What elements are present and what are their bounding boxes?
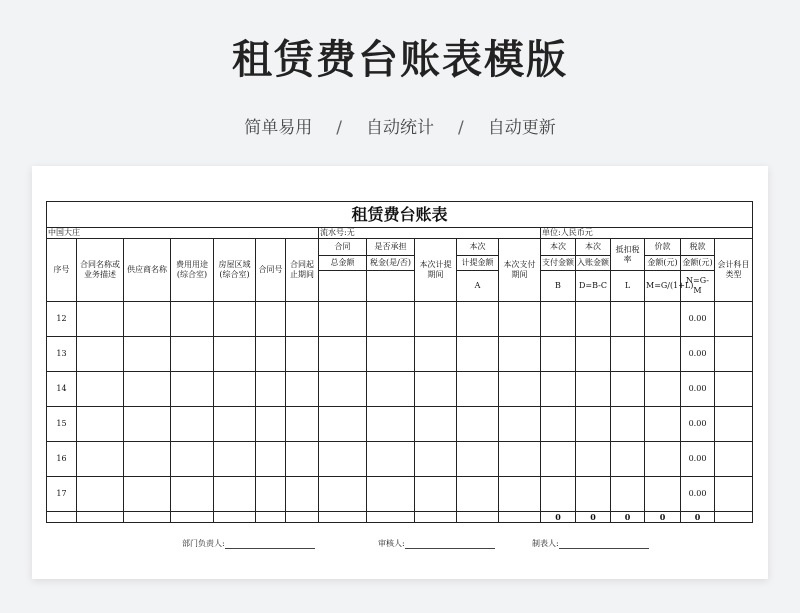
- table-cell[interactable]: [457, 512, 499, 523]
- row-tax-amount[interactable]: 0.00: [681, 477, 715, 512]
- row-tax-amount[interactable]: 0.00: [681, 407, 715, 442]
- sheet-title: 租赁费台账表: [47, 202, 753, 228]
- table-cell[interactable]: [576, 302, 611, 337]
- table-cell[interactable]: [319, 407, 367, 442]
- table-cell[interactable]: [171, 477, 214, 512]
- table-cell[interactable]: [499, 302, 541, 337]
- table-cell[interactable]: [319, 442, 367, 477]
- header-entry-group: 本次: [576, 239, 611, 256]
- table-cell[interactable]: [286, 337, 319, 372]
- table-cell[interactable]: [171, 407, 214, 442]
- header-tax-group: 税款: [681, 239, 715, 256]
- header-blank: [367, 271, 415, 302]
- table-cell[interactable]: [576, 477, 611, 512]
- tag-separator: /: [336, 118, 342, 138]
- table-cell[interactable]: [645, 407, 681, 442]
- header-accrual-code: A: [457, 271, 499, 302]
- table-cell[interactable]: [214, 407, 256, 442]
- header-tax-code: N=G-M: [681, 271, 715, 302]
- table-cell[interactable]: [499, 477, 541, 512]
- table-cell[interactable]: [367, 442, 415, 477]
- table-cell[interactable]: [415, 442, 457, 477]
- table-cell[interactable]: [715, 442, 753, 477]
- table-cell[interactable]: [319, 337, 367, 372]
- table-cell[interactable]: [457, 442, 499, 477]
- header-this-group: 本次: [457, 239, 499, 256]
- header-expense-use: 费用用途(综合室): [171, 239, 214, 302]
- table-cell[interactable]: [715, 512, 753, 523]
- table-cell[interactable]: [415, 372, 457, 407]
- header-account-type: 会计科目类型: [715, 239, 753, 302]
- table-cell[interactable]: [541, 477, 576, 512]
- header-tax-bear-sub: 税金(是/否): [367, 256, 415, 271]
- table-cell[interactable]: [645, 477, 681, 512]
- tag-separator: /: [458, 118, 464, 138]
- row-seq[interactable]: 15: [47, 407, 77, 442]
- signature-line[interactable]: [405, 541, 495, 549]
- table-cell[interactable]: [171, 302, 214, 337]
- row-seq[interactable]: 17: [47, 477, 77, 512]
- header-pay-amount: 支付金额: [541, 256, 576, 271]
- header-contract-group: 合同: [319, 239, 367, 256]
- table-row: [47, 302, 753, 337]
- row-seq[interactable]: 13: [47, 337, 77, 372]
- table-cell[interactable]: [415, 477, 457, 512]
- ledger-table: [46, 201, 753, 523]
- header-room-area: 房屋区域(综合室): [214, 239, 256, 302]
- table-cell[interactable]: [499, 512, 541, 523]
- preparer-signature: [532, 538, 649, 549]
- table-cell[interactable]: [415, 407, 457, 442]
- table-cell[interactable]: [256, 512, 286, 523]
- table-cell[interactable]: [611, 337, 645, 372]
- table-cell[interactable]: [715, 372, 753, 407]
- table-cell[interactable]: [77, 442, 124, 477]
- table-cell[interactable]: [124, 407, 171, 442]
- table-cell[interactable]: [576, 337, 611, 372]
- feature-tags: [0, 113, 800, 138]
- table-cell[interactable]: [319, 372, 367, 407]
- header-accrual-period: 本次计提期间: [415, 239, 457, 302]
- header-blank: [319, 271, 367, 302]
- table-cell[interactable]: [367, 407, 415, 442]
- table-cell[interactable]: [367, 302, 415, 337]
- table-cell[interactable]: [367, 512, 415, 523]
- table-cell[interactable]: [576, 372, 611, 407]
- dept-head-signature: [182, 538, 315, 549]
- table-cell[interactable]: [286, 407, 319, 442]
- header-contract-desc: 合同名称或业务描述: [77, 239, 124, 302]
- header-tax-amount: 金额(元): [681, 256, 715, 271]
- table-cell[interactable]: [256, 407, 286, 442]
- table-cell[interactable]: [171, 442, 214, 477]
- header-seq: 序号: [47, 239, 77, 302]
- row-seq[interactable]: 16: [47, 442, 77, 477]
- total-deduct[interactable]: 0: [611, 512, 645, 523]
- currency-unit: 单位:人民币元: [541, 228, 753, 239]
- table-cell[interactable]: [457, 477, 499, 512]
- table-cell[interactable]: [611, 442, 645, 477]
- table-cell[interactable]: [415, 302, 457, 337]
- table-cell[interactable]: [645, 442, 681, 477]
- table-cell[interactable]: [715, 477, 753, 512]
- table-body: [47, 302, 753, 512]
- table-cell[interactable]: [256, 477, 286, 512]
- table-cell[interactable]: [611, 302, 645, 337]
- header-entry-amount: 入账金额: [576, 256, 611, 271]
- header-deduct-code: L: [611, 271, 645, 302]
- table-cell[interactable]: [499, 337, 541, 372]
- table-cell[interactable]: [124, 337, 171, 372]
- table-cell[interactable]: [124, 477, 171, 512]
- table-cell[interactable]: [319, 477, 367, 512]
- table-cell[interactable]: [286, 372, 319, 407]
- header-accrual-amount: 计提金额: [457, 256, 499, 271]
- signature-line[interactable]: [225, 541, 315, 549]
- table-cell[interactable]: [319, 302, 367, 337]
- table-cell[interactable]: [286, 442, 319, 477]
- table-cell[interactable]: [611, 477, 645, 512]
- table-cell[interactable]: [214, 372, 256, 407]
- table-cell[interactable]: [415, 337, 457, 372]
- row-tax-amount[interactable]: 0.00: [681, 302, 715, 337]
- table-cell[interactable]: [171, 337, 214, 372]
- header-price-group: 价款: [645, 239, 681, 256]
- header-price-code: M=G/(1+L): [645, 271, 681, 302]
- table-cell[interactable]: [611, 407, 645, 442]
- header-supplier: 供应商名称: [124, 239, 171, 302]
- table-cell[interactable]: [645, 337, 681, 372]
- reviewer-signature: [378, 538, 495, 549]
- header-contract-no: 合同号: [256, 239, 286, 302]
- table-cell[interactable]: [415, 512, 457, 523]
- table-cell[interactable]: [77, 302, 124, 337]
- row-tax-amount[interactable]: 0.00: [681, 372, 715, 407]
- table-cell[interactable]: [77, 477, 124, 512]
- tag-easy: 简单易用: [244, 118, 313, 138]
- table-cell[interactable]: [214, 442, 256, 477]
- spreadsheet-sheet: [32, 166, 768, 579]
- row-tax-amount[interactable]: 0.00: [681, 442, 715, 477]
- table-cell[interactable]: [715, 302, 753, 337]
- serial-number: 流水号:无: [319, 228, 541, 239]
- page-title: 租赁费台账表模版: [232, 37, 568, 83]
- table-cell[interactable]: [214, 512, 256, 523]
- table-cell[interactable]: [77, 407, 124, 442]
- row-tax-amount[interactable]: 0.00: [681, 337, 715, 372]
- table-cell[interactable]: [541, 442, 576, 477]
- table-row: [47, 477, 753, 512]
- table-cell[interactable]: [77, 512, 124, 523]
- preparer-label: 制表人:: [532, 539, 559, 548]
- tag-auto-stat: 自动统计: [366, 118, 434, 138]
- table-cell[interactable]: [367, 337, 415, 372]
- header-deduct-rate: 抵扣税率: [611, 239, 645, 271]
- table-cell[interactable]: [715, 337, 753, 372]
- totals-row: [47, 512, 753, 523]
- table-cell[interactable]: [286, 512, 319, 523]
- table-cell[interactable]: [214, 302, 256, 337]
- header-price-amount: 金额(元): [645, 256, 681, 271]
- table-cell[interactable]: [214, 337, 256, 372]
- row-seq[interactable]: 14: [47, 372, 77, 407]
- table-cell[interactable]: [645, 372, 681, 407]
- table-cell[interactable]: [457, 302, 499, 337]
- table-cell[interactable]: [541, 302, 576, 337]
- table-cell[interactable]: [319, 512, 367, 523]
- reviewer-label: 审核人:: [378, 539, 405, 548]
- table-cell[interactable]: [171, 512, 214, 523]
- header-entry-code: D=B-C: [576, 271, 611, 302]
- table-row: [47, 372, 753, 407]
- table-cell[interactable]: [47, 512, 77, 523]
- table-cell[interactable]: [124, 302, 171, 337]
- table-cell[interactable]: [367, 477, 415, 512]
- table-cell[interactable]: [286, 477, 319, 512]
- table-cell[interactable]: [124, 372, 171, 407]
- table-cell[interactable]: [499, 407, 541, 442]
- table-cell[interactable]: [611, 372, 645, 407]
- table-cell[interactable]: [457, 407, 499, 442]
- header-tax-bear: 是否承担: [367, 239, 415, 256]
- table-cell[interactable]: [214, 477, 256, 512]
- table-cell[interactable]: [256, 302, 286, 337]
- table-cell[interactable]: [367, 372, 415, 407]
- table-cell[interactable]: [171, 372, 214, 407]
- table-cell[interactable]: [457, 372, 499, 407]
- table-row: [47, 442, 753, 477]
- header-pay-code: B: [541, 271, 576, 302]
- table-cell[interactable]: [541, 337, 576, 372]
- dept-head-label: 部门负责人:: [182, 539, 225, 548]
- header-total-amount: 总金额: [319, 256, 367, 271]
- table-cell[interactable]: [256, 372, 286, 407]
- table-cell[interactable]: [286, 302, 319, 337]
- tag-auto-update: 自动更新: [487, 118, 556, 138]
- table-cell[interactable]: [77, 372, 124, 407]
- total-price[interactable]: 0: [645, 512, 681, 523]
- table-cell[interactable]: [256, 442, 286, 477]
- table-cell[interactable]: [576, 442, 611, 477]
- table-cell[interactable]: [541, 407, 576, 442]
- header-pay-group: 本次: [541, 239, 576, 256]
- total-entry[interactable]: 0: [576, 512, 611, 523]
- table-cell[interactable]: [499, 442, 541, 477]
- company-name: 中国大庄: [47, 228, 319, 239]
- table-cell[interactable]: [124, 442, 171, 477]
- table-cell[interactable]: [715, 407, 753, 442]
- table-row: [47, 337, 753, 372]
- table-cell[interactable]: [541, 372, 576, 407]
- table-row: [47, 407, 753, 442]
- signature-line[interactable]: [559, 541, 649, 549]
- table-cell[interactable]: [457, 337, 499, 372]
- table-cell[interactable]: [256, 337, 286, 372]
- table-cell[interactable]: [77, 337, 124, 372]
- table-cell[interactable]: [576, 407, 611, 442]
- table-cell[interactable]: [499, 372, 541, 407]
- table-cell[interactable]: [645, 302, 681, 337]
- total-tax[interactable]: 0: [681, 512, 715, 523]
- header-pay-period: 本次支付期间: [499, 239, 541, 302]
- table-cell[interactable]: [124, 512, 171, 523]
- header-contract-period: 合同起止期间: [286, 239, 319, 302]
- total-pay[interactable]: 0: [541, 512, 576, 523]
- row-seq[interactable]: 12: [47, 302, 77, 337]
